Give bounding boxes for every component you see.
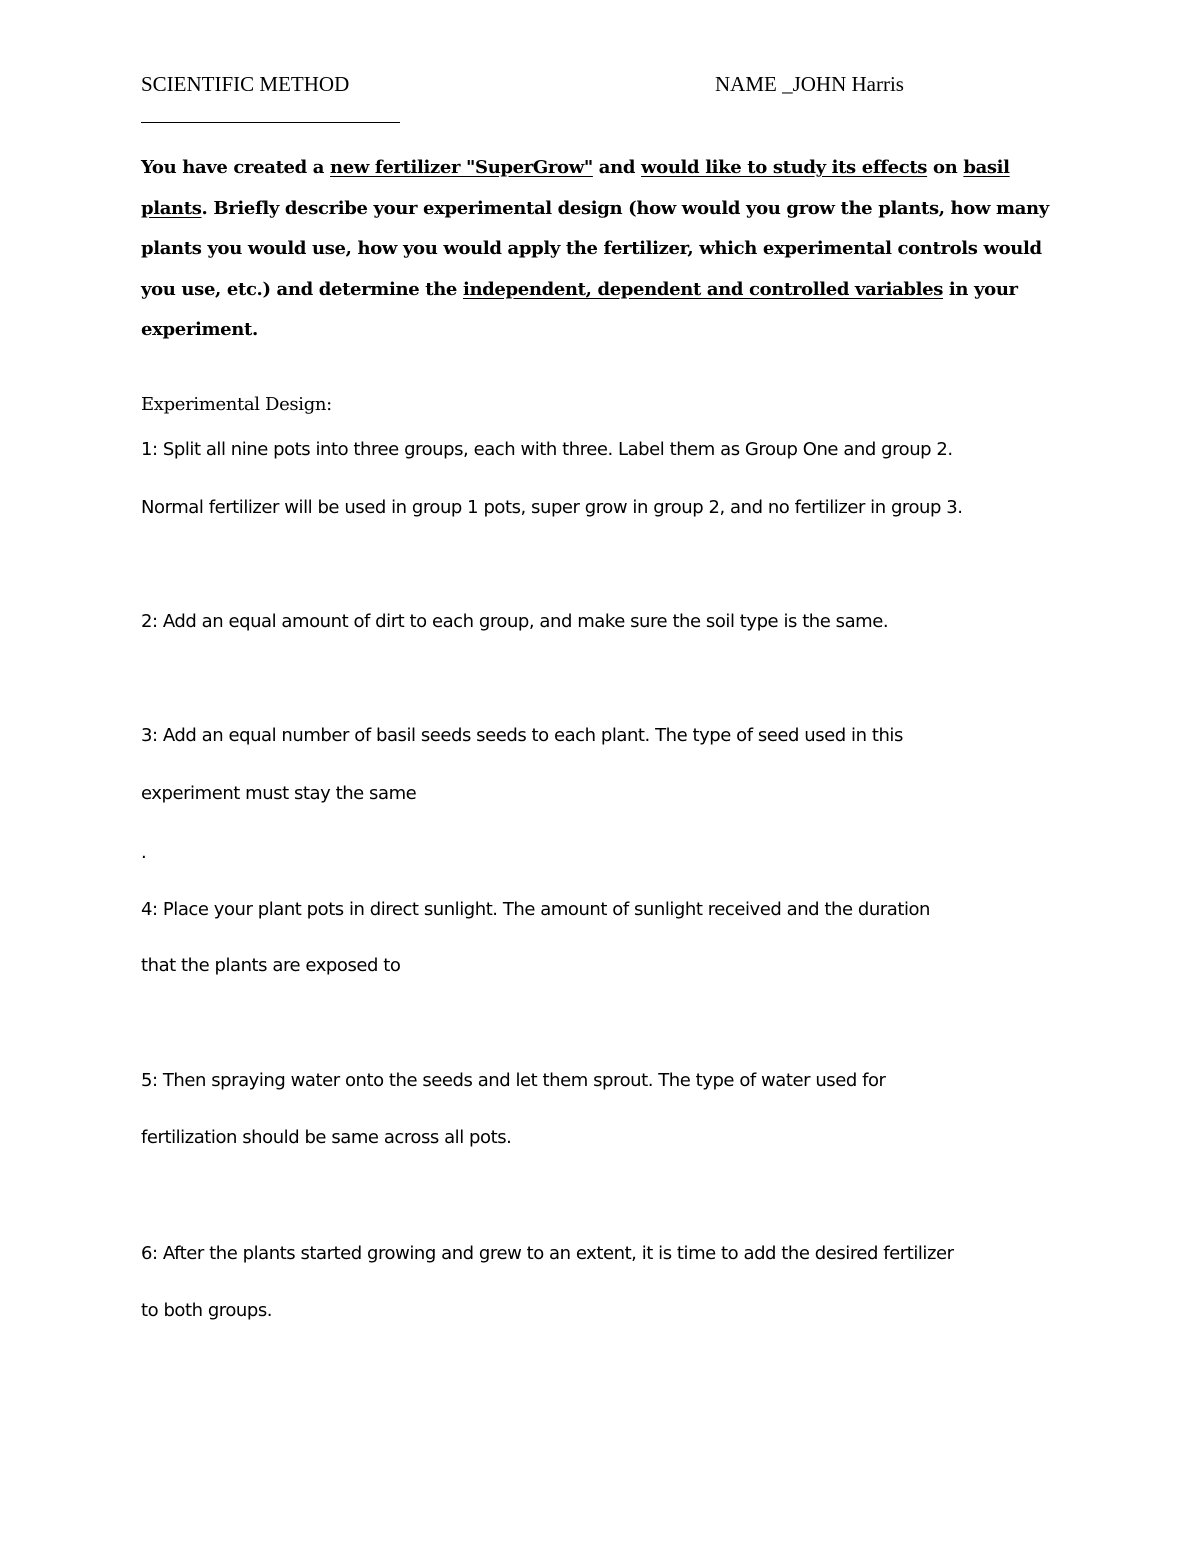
design-stray-period: .	[141, 842, 147, 863]
prompt-underlined-variables: independent, dependent and controlled variables	[462, 278, 943, 300]
prompt-text: and	[592, 157, 642, 178]
design-step-5a: 5: Then spraying water onto the seeds and let them sprout. The type of water used for	[141, 1070, 886, 1091]
prompt-text: You have created a	[141, 157, 331, 178]
design-step-1b: Normal fertilizer will be used in group 1 pots, super grow in group 2, and no fertilizer in group 3.	[141, 497, 963, 518]
prompt-underlined-fertilizer: new fertilizer "SuperGrow"	[330, 157, 593, 178]
design-step-4a: 4: Place your plant pots in direct sunlight. The amount of sunlight received and the duration	[141, 899, 931, 920]
design-step-3b: experiment must stay the same	[141, 783, 417, 804]
design-step-5b: fertilization should be same across all pots.	[141, 1127, 512, 1148]
document-title: SCIENTIFIC METHOD	[141, 72, 350, 96]
assignment-prompt	[141, 148, 1071, 351]
prompt-underlined-plants: basil plants	[141, 157, 1010, 219]
prompt-underlined-study: would like to study its effects	[641, 157, 928, 178]
prompt-text: . Briefly describe your experimental design (how would you grow the plants, how many plants you would use, how you would apply the fertilizer, which experimental controls would you use, etc.) and determine the	[141, 197, 1049, 300]
design-step-2: 2: Add an equal amount of dirt to each group, and make sure the soil type is the same.	[141, 611, 889, 632]
design-step-6a: 6: After the plants started growing and grew to an extent, it is time to add the desired fertilizer	[141, 1243, 954, 1264]
design-step-4b: that the plants are exposed to	[141, 955, 401, 976]
design-step-1a: 1: Split all nine pots into three groups, each with three. Label them as Group One and group 2.	[141, 439, 953, 460]
student-name: NAME _JOHN Harris	[715, 72, 904, 96]
header-underline	[141, 122, 400, 123]
prompt-text: on	[927, 157, 964, 178]
design-step-6b: to both groups.	[141, 1300, 273, 1321]
design-heading: Experimental Design:	[141, 394, 332, 415]
prompt-text: in your experiment.	[141, 278, 1018, 340]
design-step-3a: 3: Add an equal number of basil seeds seeds to each plant. The type of seed used in this	[141, 725, 903, 746]
